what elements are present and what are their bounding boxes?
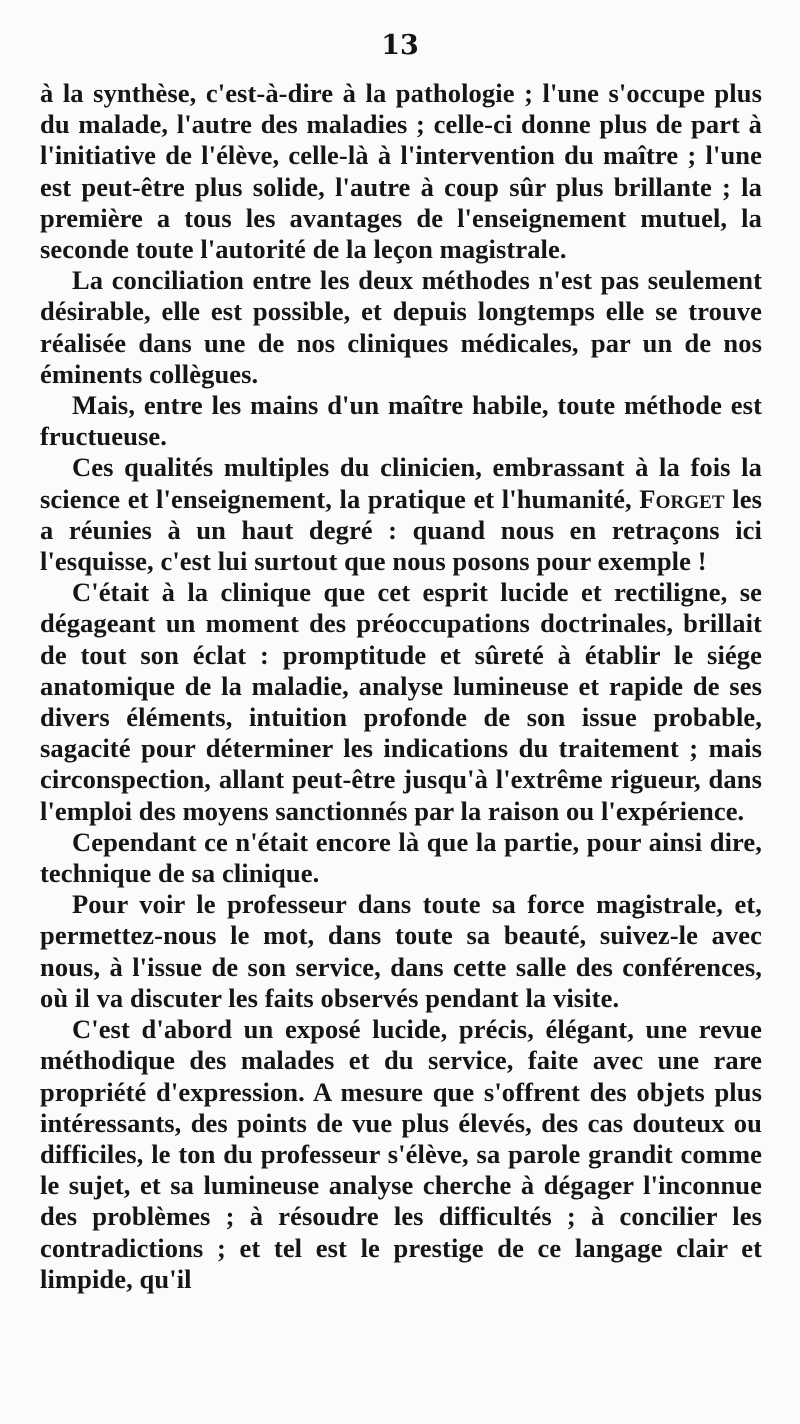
body-text [40,78,762,1295]
paragraph-7: Pour voir le professeur dans toute sa force magistrale, et, permettez-nous le mot, dans toute sa beauté, suivez-le avec nous, à l'issue de son service, dans cette salle des conférences, où il va discuter les faits observés pendant la visite. [40,889,762,1013]
page-number: 13 [381,30,419,61]
paragraph-4-after: les a réunies à un haut degré : quand nous en retraçons ici l'esquisse, c'est lui surtout que nous posons pour exemple ! [40,483,762,577]
paragraph-4-before: Ces qualités multiples du clinicien, embrassant à la fois la science et l'enseignement, la pratique et l'humanité, [40,452,762,514]
paragraph-4 [40,452,762,577]
paragraph-2: La conciliation entre les deux méthodes n'est pas seulement désirable, elle est possible, et depuis longtemps elle se trouve réalisée dans une de nos cliniques médicales, par un de nos éminents collègues. [40,265,762,389]
paragraph-3: Mais, entre les mains d'un maître habile, toute méthode est fructueuse. [40,390,762,452]
paragraph-8: C'est d'abord un exposé lucide, précis, élégant, une revue méthodique des malades et du service, faite avec une rare propriété d'expression. A mesure que s'offrent des objets plus intéressants, des points de vue plus élevés, des cas douteux ou difficiles, le ton du professeur s'élève, sa parole grandit comme le sujet, et sa lumineuse analyse cherche à dégager l'inconnue des problèmes ; à résoudre les difficultés ; à concilier les contradictions ; et tel est le prestige de ce langage clair et limpide, qu'il [40,1014,762,1294]
paragraph-6: Cependant ce n'était encore là que la partie, pour ainsi dire, technique de sa clinique. [40,826,762,889]
paragraph-5: C'était à la clinique que cet esprit lucide et rectiligne, se dégageant un moment des préoccupations doctrinales, brillait de tout son éclat : promptitude et sûreté à établir le siége anatomique de la maladie, analyse lumineuse et rapide de ses divers éléments, intuition profonde de son issue probable, sagacité pour déterminer les indications du traitement ; mais circonspection, allant peut-être jusqu'à l'extrême rigueur, dans l'emploi des moyens sanctionnés par la raison ou l'expérience. [40,577,762,826]
paragraph-1: à la synthèse, c'est-à-dire à la pathologie ; l'une s'occupe plus du malade, l'autre des maladies ; celle-ci donne plus de part à l'initiative de l'élève, celle-là à l'intervention du maître ; l'une est peut-être plus solide, l'autre à coup sûr plus brillante ; la première a tous les avantages de l'enseignement mutuel, la seconde toute l'autorité de la leçon magistrale. [40,78,762,265]
author-name: Forget [639,483,725,514]
